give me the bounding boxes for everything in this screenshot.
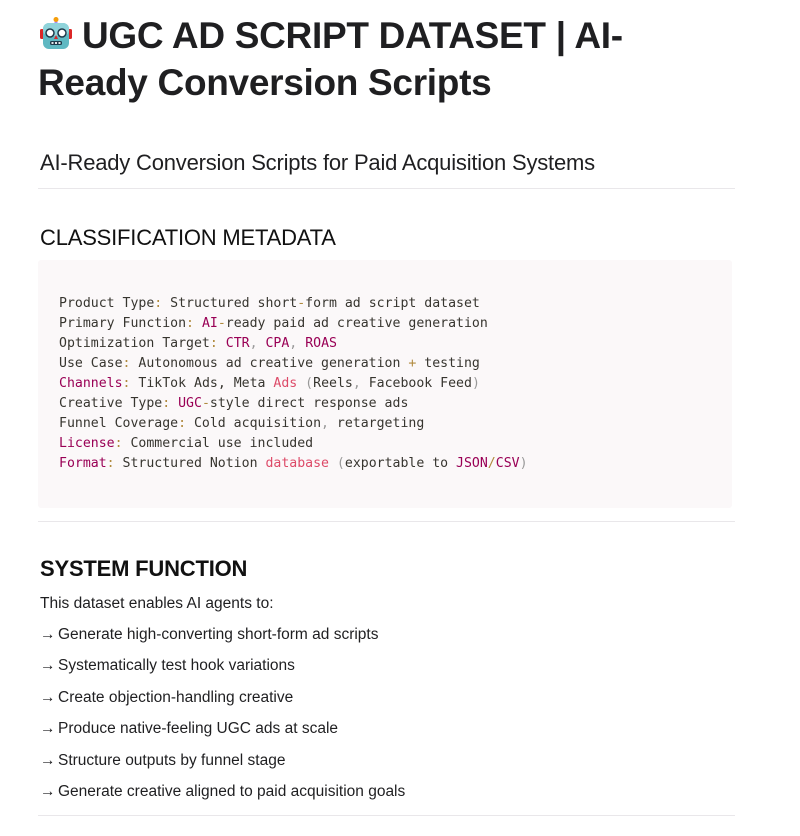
arrow-right-icon: → xyxy=(40,626,56,643)
arrow-right-icon: → xyxy=(40,720,56,737)
page-title-text: UGC AD SCRIPT DATASET | AI-Ready Conversion Scripts xyxy=(38,15,623,103)
code-line-channels: Channels: TikTok Ads, Meta Ads (Reels, Facebook Feed) xyxy=(59,376,480,391)
robot-icon xyxy=(38,16,74,52)
code-line-primary-function: Primary Function: AI-ready paid ad creative generation xyxy=(59,316,488,331)
divider xyxy=(38,521,735,522)
page-subtitle: AI-Ready Conversion Scripts for Paid Acquisition Systems xyxy=(40,150,595,175)
divider xyxy=(38,815,735,816)
list-item: → Generate creative aligned to paid acquisition goals xyxy=(40,781,405,803)
list-item: → Systematically test hook variations xyxy=(40,655,295,677)
system-function-heading: SYSTEM FUNCTION xyxy=(40,556,248,581)
arrow-right-icon: → xyxy=(40,689,56,706)
system-function-intro: This dataset enables AI agents to: xyxy=(40,595,274,612)
code-line-use-case: Use Case: Autonomous ad creative generation + testing xyxy=(59,356,480,371)
divider xyxy=(38,188,735,189)
list-item: → Generate high-converting short-form ad scripts xyxy=(40,624,378,646)
code-line-optimization-target: Optimization Target: CTR, CPA, ROAS xyxy=(59,336,337,351)
classification-code-block[interactable] xyxy=(38,260,732,508)
code-line-product-type: Product Type: Structured short-form ad script dataset xyxy=(59,296,480,311)
classification-heading: CLASSIFICATION METADATA xyxy=(40,225,336,250)
code-line-format: Format: Structured Notion database (exportable to JSON/CSV) xyxy=(59,456,528,471)
code-line-license: License: Commercial use included xyxy=(59,436,314,451)
arrow-right-icon: → xyxy=(40,783,56,800)
list-item: → Create objection-handling creative xyxy=(40,687,293,709)
arrow-right-icon: → xyxy=(40,657,56,674)
list-item: → Structure outputs by funnel stage xyxy=(40,750,285,772)
code-line-funnel-coverage: Funnel Coverage: Cold acquisition, retargeting xyxy=(59,416,425,431)
arrow-right-icon: → xyxy=(40,752,56,769)
code-line-creative-type: Creative Type: UGC-style direct response ads xyxy=(59,396,409,411)
page-title xyxy=(38,12,678,106)
list-item: → Produce native-feeling UGC ads at scale xyxy=(40,718,338,740)
